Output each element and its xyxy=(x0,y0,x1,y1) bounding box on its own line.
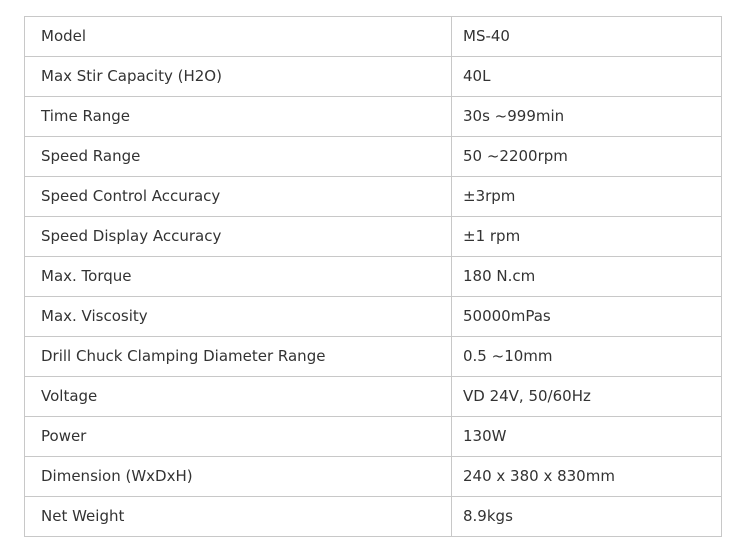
spec-value-speed-display-accuracy: ±1 rpm xyxy=(452,217,722,257)
table-row xyxy=(25,137,722,177)
table-row xyxy=(25,377,722,417)
spec-value-time-range: 30s ~999min xyxy=(452,97,722,137)
spec-label-dimension: Dimension (WxDxH) xyxy=(25,457,452,497)
spec-label-max-torque: Max. Torque xyxy=(25,257,452,297)
spec-value-max-stir-capacity: 40L xyxy=(452,57,722,97)
table-row xyxy=(25,417,722,457)
table-row xyxy=(25,217,722,257)
spec-value-speed-range: 50 ~2200rpm xyxy=(452,137,722,177)
spec-value-voltage: VD 24V, 50/60Hz xyxy=(452,377,722,417)
table-row xyxy=(25,177,722,217)
spec-label-max-stir-capacity: Max Stir Capacity (H2O) xyxy=(25,57,452,97)
spec-label-net-weight: Net Weight xyxy=(25,497,452,537)
table-row xyxy=(25,457,722,497)
spec-value-drill-chuck-range: 0.5 ~10mm xyxy=(452,337,722,377)
spec-value-dimension: 240 x 380 x 830mm xyxy=(452,457,722,497)
spec-label-model: Model xyxy=(25,17,452,57)
spec-value-net-weight: 8.9kgs xyxy=(452,497,722,537)
spec-label-max-viscosity: Max. Viscosity xyxy=(25,297,452,337)
table-row xyxy=(25,97,722,137)
table-row xyxy=(25,17,722,57)
spec-value-power: 130W xyxy=(452,417,722,457)
specification-table xyxy=(24,16,722,537)
spec-value-max-torque: 180 N.cm xyxy=(452,257,722,297)
spec-label-speed-control-accuracy: Speed Control Accuracy xyxy=(25,177,452,217)
table-row xyxy=(25,57,722,97)
spec-label-speed-display-accuracy: Speed Display Accuracy xyxy=(25,217,452,257)
spec-label-speed-range: Speed Range xyxy=(25,137,452,177)
spec-label-drill-chuck-range: Drill Chuck Clamping Diameter Range xyxy=(25,337,452,377)
table-row xyxy=(25,297,722,337)
spec-label-power: Power xyxy=(25,417,452,457)
spec-label-time-range: Time Range xyxy=(25,97,452,137)
spec-label-voltage: Voltage xyxy=(25,377,452,417)
spec-value-max-viscosity: 50000mPas xyxy=(452,297,722,337)
table-row xyxy=(25,337,722,377)
spec-value-speed-control-accuracy: ±3rpm xyxy=(452,177,722,217)
spec-value-model: MS-40 xyxy=(452,17,722,57)
table-row xyxy=(25,497,722,537)
table-row xyxy=(25,257,722,297)
